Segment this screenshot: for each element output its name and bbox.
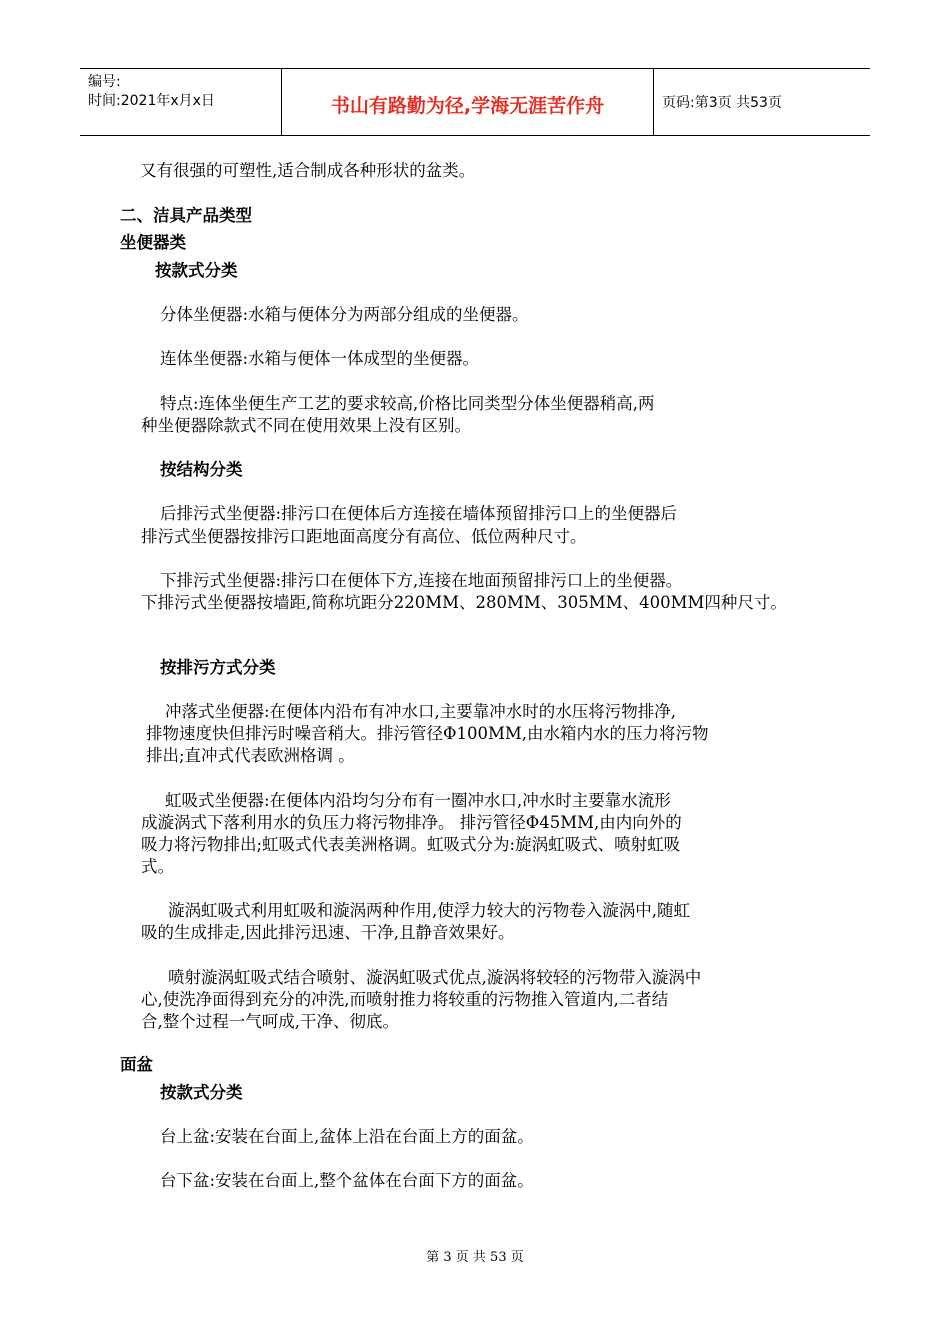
header-page-info: 页码:第3页 共53页 — [662, 95, 782, 111]
paragraph-jet-line3: 合,整个过程一气呵成,干净、彻底。 — [141, 1012, 399, 1031]
serial-number-label: 编号: — [88, 74, 121, 90]
paragraph-jet-line1: 喷射漩涡虹吸式结合喷射、漩涡虹吸式优点,漩涡将较轻的污物带入漩涡中 — [168, 968, 702, 987]
paragraph-feature-line2: 种坐便器除款式不同在使用效果上没有区别。 — [141, 416, 471, 435]
header-meta — [80, 69, 282, 135]
heading-toilet: 坐便器类 — [120, 233, 186, 252]
paragraph-feature-line1: 特点:连体坐便生产工艺的要求较高,价格比同类型分体坐便器稍高,两 — [160, 394, 655, 413]
paragraph-onepiece-toilet: 连体坐便器:水箱与便体一体成型的坐便器。 — [160, 349, 480, 368]
paragraph-washdown-line1: 冲落式坐便器:在便体内沿布有冲水口,主要靠冲水时的水压将污物排净, — [165, 702, 677, 721]
section-heading-product-types: 二、洁具产品类型 — [120, 206, 252, 225]
paragraph-siphon-line2: 成漩涡式下落利用水的负压力将污物排净。 排污管径Φ45MM,由内向外的 — [141, 813, 682, 832]
page-header — [80, 68, 870, 136]
paragraph-siphon-line1: 虹吸式坐便器:在便体内沿均匀分布有一圈冲水口,冲水时主要靠水流形 — [165, 791, 671, 810]
paragraph-washdown-line3: 排出;直冲式代表欧洲格调 。 — [146, 746, 355, 765]
date-label: 时间:2021年x月x日 — [88, 93, 215, 109]
subheading-toilet-by-structure: 按结构分类 — [160, 460, 243, 479]
paragraph-floor-outlet-line1: 下排污式坐便器:排污口在便体下方,连接在地面预留排污口上的坐便器。 — [160, 571, 683, 590]
header-motto: 书山有路勤为径,学海无涯苦作舟 — [282, 69, 654, 135]
paragraph-jet-line2: 心,使洗净面得到充分的冲洗,而喷射推力将较重的污物推入管道内,二者结 — [141, 990, 669, 1009]
paragraph-rear-outlet-line1: 后排污式坐便器:排污口在便体后方连接在墙体预留排污口上的坐便器后 — [160, 504, 678, 523]
paragraph-rear-outlet-line2: 排污式坐便器按排污口距地面高度分有高位、低位两种尺寸。 — [141, 527, 587, 546]
paragraph-above-counter-basin: 台上盆:安装在台面上,盆体上沿在台面上方的面盆。 — [160, 1127, 534, 1146]
paragraph-split-toilet: 分体坐便器:水箱与便体分为两部分组成的坐便器。 — [160, 305, 529, 324]
paragraph-vortex-line2: 吸的生成排走,因此排污迅速、干净,且静音效果好。 — [141, 923, 515, 942]
subheading-basin-by-style: 按款式分类 — [160, 1083, 243, 1102]
subheading-toilet-by-flush: 按排污方式分类 — [160, 658, 276, 677]
heading-basin: 面盆 — [120, 1055, 153, 1074]
paragraph-floor-outlet-line2: 下排污式坐便器按墙距,简称坑距分220MM、280MM、305MM、400MM四种尺寸。 — [141, 593, 787, 612]
page-footer-number: 第 3 页 共 53 页 — [426, 1250, 524, 1265]
paragraph-washdown-line2: 排物速度快但排污时噪音稍大。排污管径Φ100MM,由水箱内水的压力将污物 — [146, 724, 709, 743]
paragraph-under-counter-basin: 台下盆:安装在台面上,整个盆体在台面下方的面盆。 — [160, 1171, 534, 1190]
subheading-toilet-by-style: 按款式分类 — [155, 261, 238, 280]
paragraph-intro: 又有很强的可塑性,适合制成各种形状的盆类。 — [140, 161, 476, 180]
paragraph-siphon-line3: 吸力将污物排出;虹吸式代表美洲格调。虹吸式分为:旋涡虹吸式、喷射虹吸 — [141, 835, 681, 854]
paragraph-vortex-line1: 漩涡虹吸式利用虹吸和漩涡两种作用,使浮力较大的污物卷入漩涡中,随虹 — [168, 901, 690, 920]
paragraph-siphon-line4: 式。 — [141, 857, 174, 876]
